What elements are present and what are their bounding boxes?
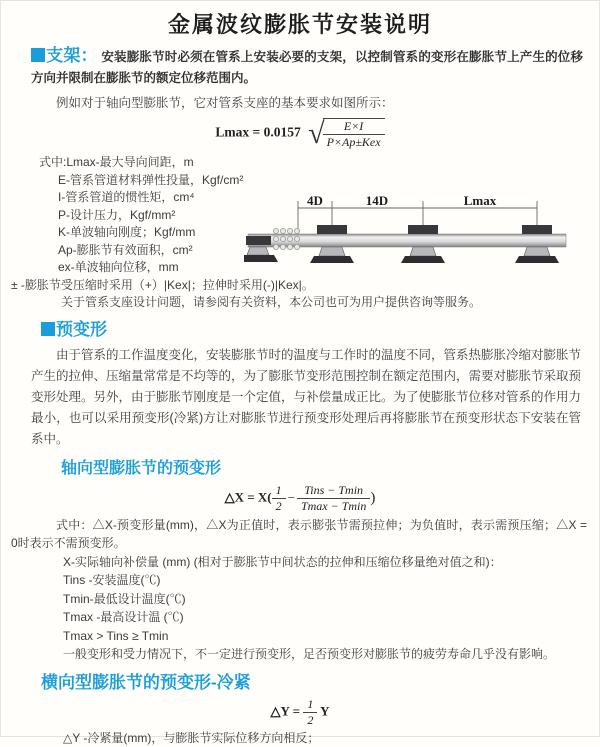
axial-where-paragraph: 式中：△X-预变形量(mm)，△X为正值时，表示膨张节需预拉伸；为负值时，表示需预压缩；△X = 0时表示不需预变形。 <box>11 516 587 553</box>
half-fraction <box>303 698 317 727</box>
radical-body <box>323 118 385 149</box>
fraction-denominator: 2 <box>272 499 286 513</box>
support-intro-text: 安装膨胀节时必须在管系上安装必要的支架，以控制管系的变形在膨胀节上产生的位移方向并限制在膨胀节的额定位移范围内。 <box>31 50 583 85</box>
half-fraction <box>272 484 286 513</box>
temp-definition-line: Tins -安装温度(℃) <box>63 571 599 590</box>
fraction-numerator: Tins − Tmin <box>297 484 370 499</box>
dim-label-14d: 14D <box>366 194 388 208</box>
variable-line: I-管系管道的惯性矩，cm⁴ <box>58 189 599 207</box>
predeform-section-heading <box>41 320 599 340</box>
radical <box>304 118 384 149</box>
support-intro-paragraph <box>31 45 583 89</box>
temp-definition-line: Tmax -最高设计温 (℃) <box>63 608 599 627</box>
lateral-predeform-heading: 横向型膨胀节的预变形-冷紧 <box>41 673 599 692</box>
support-section-heading: 支架： <box>46 46 98 65</box>
temp-definition-line: Tmin-最低设计温度(℃) <box>63 590 599 609</box>
variable-line: P-设计压力，Kgf/mm² <box>58 207 599 225</box>
guide-spacing-formula <box>1 118 599 149</box>
variable-line: E-管系管道材料弹性投量，Kgf/cm² <box>58 172 599 190</box>
fraction-numerator: E×I <box>323 120 385 135</box>
dim-label-4d: 4D <box>307 194 323 208</box>
consult-note-line: 关于管系支座设计问题，请参阅有关资料，本公司也可为用户提供咨询等服务。 <box>61 294 599 312</box>
axial-predeform-formula <box>1 484 599 513</box>
axial-general-note: 一般变形和受力情况下，不一定进行预变形，足否预变形对膨胀节的疲劳寿命几乎没有影响。 <box>63 645 599 664</box>
section-square-icon <box>31 48 45 62</box>
pipe-support-diagram <box>244 194 600 289</box>
section-square-icon <box>41 322 55 336</box>
formula-lhs: △Y = <box>271 703 301 718</box>
page-title: 金属波纹膨胀节安装说明 <box>1 11 599 39</box>
fraction <box>323 120 385 149</box>
lateral-note: △Y -冷紧量(mm)，与膨胀节实际位移方向相反； <box>63 729 599 747</box>
where-intro-line: 式中:Lmax-最大导向间距，m <box>39 154 599 172</box>
support-example-line: 例如对于轴向型膨胀节，它对管系支座的基本要求如图所示： <box>31 94 583 113</box>
sign-convention-line: ± -膨胀节受压缩时采用（+）|Kex|；拉伸时采用(-)|Kex|。 <box>11 277 599 295</box>
axial-predeform-heading: 轴向型膨胀节的预变形 <box>61 459 599 478</box>
formula-rhs: Y <box>320 703 329 718</box>
fraction-numerator: 1 <box>272 484 286 499</box>
variable-line: ex-单波轴向位移，mm <box>58 259 599 277</box>
variable-line: K-单波轴向刚度；Kgf/mm <box>58 224 599 242</box>
lateral-predeform-formula <box>1 698 599 727</box>
sqrt-icon: √ <box>308 119 324 149</box>
dim-label-lmax: Lmax <box>464 194 497 208</box>
close-paren: ) <box>370 490 375 506</box>
variable-line: Ap-膨胀节有效面积，cm² <box>58 242 599 260</box>
temp-inequality-line: Tmax > Tins ≥ Tmin <box>63 627 599 646</box>
predeform-heading-label: 预变形 <box>56 320 107 339</box>
fraction-denominator: 2 <box>303 713 317 727</box>
temperature-fraction <box>297 484 370 513</box>
minus-operator: − <box>288 490 295 505</box>
x-compensation-note: X-实际轴向补偿量 (mm) (相对于膨胀节中间状态的拉伸和压缩位移量绝对值之和)： <box>63 553 599 572</box>
fraction-denominator: Tmax − Tmin <box>297 499 370 513</box>
formula-lhs: △X = X( <box>225 489 272 504</box>
formula-lhs: Lmax = 0.0157 <box>215 125 300 140</box>
fraction-numerator: 1 <box>303 698 317 713</box>
predeform-paragraph: 由于管系的工作温度变化，安装膨胀节时的温度与工作时的温度不同，管系热膨胀冷缩对膨胀节产生的拉伸、压缩量常常是不均等的，为了膨胀节变形范围控制在额定范围内，需要对膨胀节采取预变形处理。另外，由于膨胀节刚度是一个定值，与补偿量成正比。为了使膨胀节位移对管系的作用力最小，也可以采用预变形(冷紧)方让对膨胀节进行预变形处理后再将膨胀节在预变形状态下安装在管系中。 <box>31 345 581 450</box>
fraction-denominator: P×Ap±Kex <box>323 135 385 149</box>
